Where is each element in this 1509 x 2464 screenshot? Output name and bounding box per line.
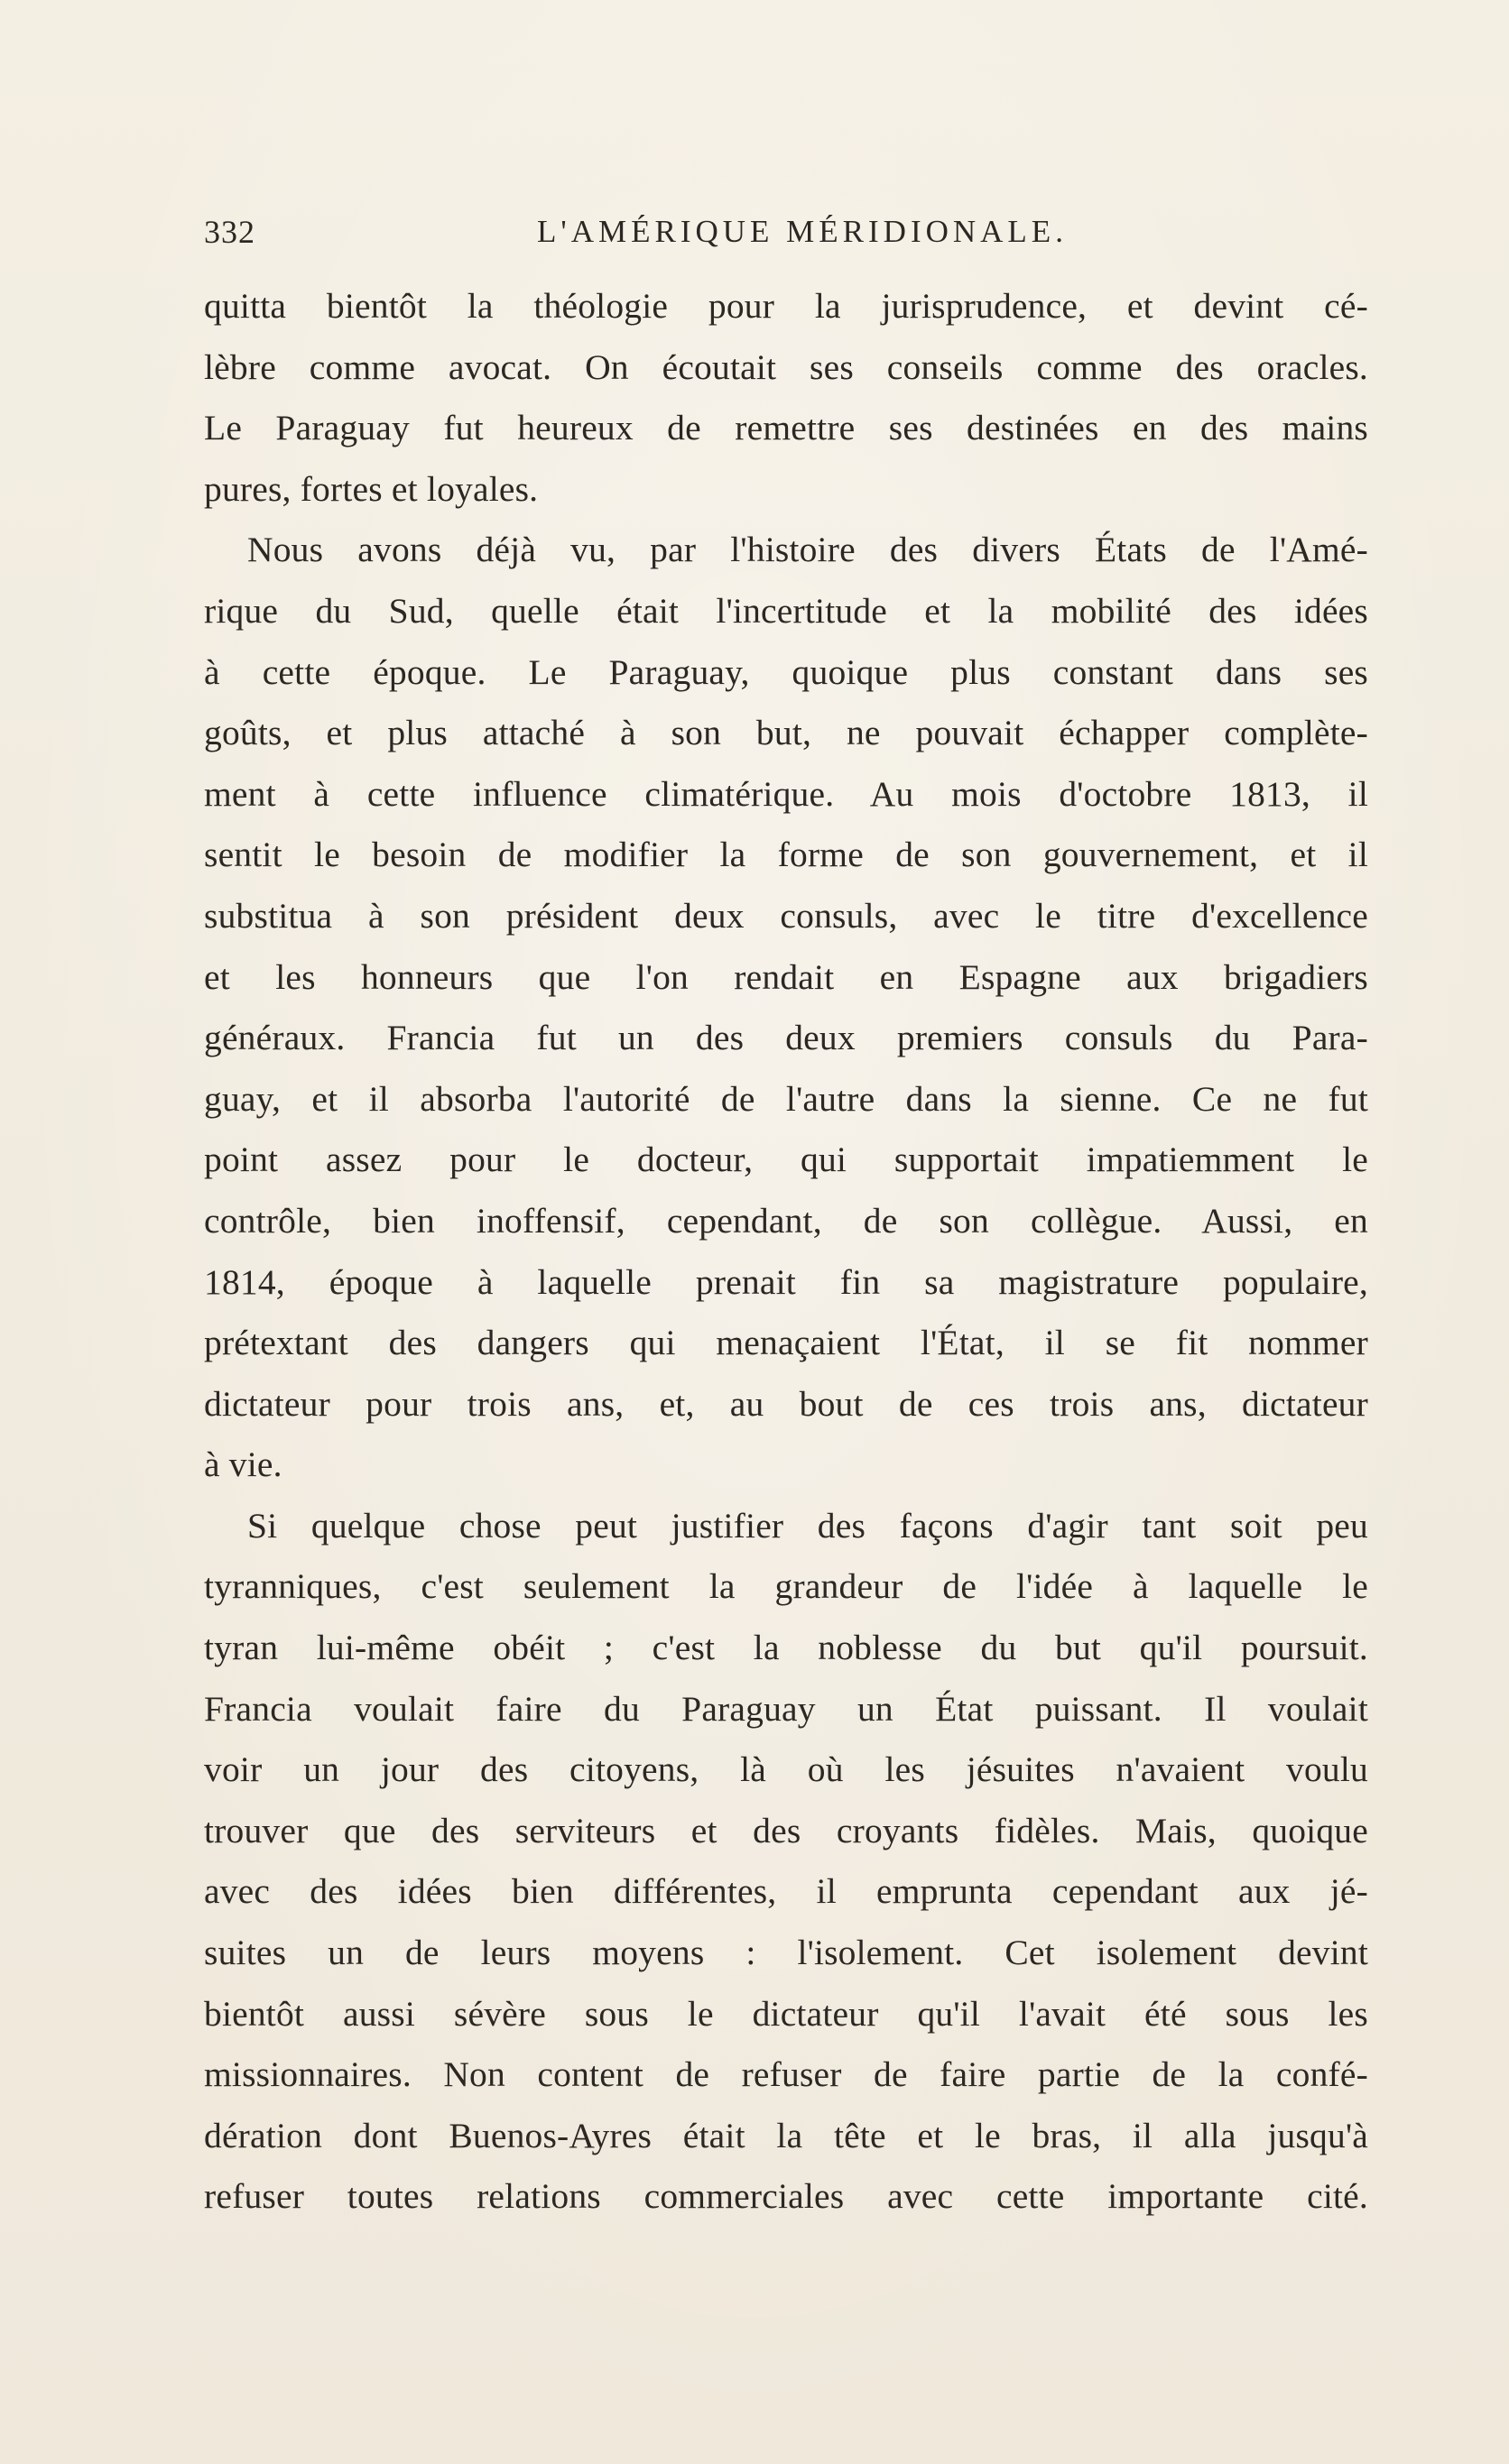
page-header xyxy=(204,209,1368,254)
text-line: à vie. xyxy=(204,1444,282,1485)
body-text xyxy=(204,276,1368,2228)
running-title: L'AMÉRIQUE MÉRIDIONALE. xyxy=(537,214,1068,249)
text-line: prétextant des dangers qui menaçaient l'État, il se fit nommer xyxy=(204,1323,1368,1363)
text-line: tyranniques, c'est seulement la grandeur de l'idée à laquelle le xyxy=(204,1566,1368,1607)
text-line: contrôle, bien inoffensif, cependant, de son collègue. Aussi, en xyxy=(204,1200,1368,1241)
text-line: point assez pour le docteur, qui supportait impatiemment le xyxy=(204,1140,1368,1180)
text-line: refuser toutes relations commerciales avec cette importante cité. xyxy=(204,2176,1368,2217)
text-line: substitua à son président deux consuls, avec le titre d'excellence xyxy=(204,895,1368,936)
text-line: guay, et il absorba l'autorité de l'autre dans la sienne. Ce ne fut xyxy=(204,1078,1368,1119)
text-line: dération dont Buenos-Ayres était la tête et le bras, il alla jusqu'à xyxy=(204,2115,1368,2155)
text-line: tyran lui-même obéit ; c'est la noblesse du but qu'il poursuit. xyxy=(204,1628,1368,1668)
text-line: avec des idées bien différentes, il emprunta cependant aux jé- xyxy=(204,1871,1368,1912)
text-line: et les honneurs que l'on rendait en Espagne aux brigadiers xyxy=(204,956,1368,997)
paragraph-start-line: Si quelque chose peut justifier des façons d'agir tant soit peu xyxy=(247,1505,1368,1546)
text-line: généraux. Francia fut un des deux premiers consuls du Para- xyxy=(204,1018,1368,1058)
text-line: missionnaires. Non content de refuser de faire partie de la confé- xyxy=(204,2054,1368,2095)
text-line: pures, fortes et loyales. xyxy=(204,468,539,509)
text-line: 1814, époque à laquelle prenait fin sa magistrature populaire, xyxy=(204,1261,1368,1302)
text-line: à cette époque. Le Paraguay, quoique plus constant dans ses xyxy=(204,651,1368,692)
text-line: suites un de leurs moyens : l'isolement. Cet isolement devint xyxy=(204,1933,1368,1973)
text-line: rique du Sud, quelle était l'incertitude et la mobilité des idées xyxy=(204,590,1368,631)
text-line: dictateur pour trois ans, et, au bout de ces trois ans, dictateur xyxy=(204,1383,1368,1424)
text-line: Francia voulait faire du Paraguay un État puissant. Il voulait xyxy=(204,1688,1368,1729)
text-line: ment à cette influence climatérique. Au mois d'octobre 1813, il xyxy=(204,773,1368,814)
text-line: lèbre comme avocat. On écoutait ses conseils comme des oracles. xyxy=(204,346,1368,387)
text-line: goûts, et plus attaché à son but, ne pouvait échapper complète- xyxy=(204,713,1368,753)
text-line: quitta bientôt la théologie pour la jurisprudence, et devint cé- xyxy=(204,286,1368,326)
text-line: bientôt aussi sévère sous le dictateur qu'il l'avait été sous les xyxy=(204,1993,1368,2034)
text-line: Le Paraguay fut heureux de remettre ses destinées en des mains xyxy=(204,408,1368,448)
text-line: sentit le besoin de modifier la forme de son gouvernement, et il xyxy=(204,835,1368,875)
text-line: voir un jour des citoyens, là où les jésuites n'avaient voulu xyxy=(204,1749,1368,1790)
page-number: 332 xyxy=(204,214,255,250)
text-line: trouver que des serviteurs et des croyants fidèles. Mais, quoique xyxy=(204,1810,1368,1850)
paragraph-start-line: Nous avons déjà vu, par l'histoire des divers États de l'Amé- xyxy=(247,530,1368,570)
